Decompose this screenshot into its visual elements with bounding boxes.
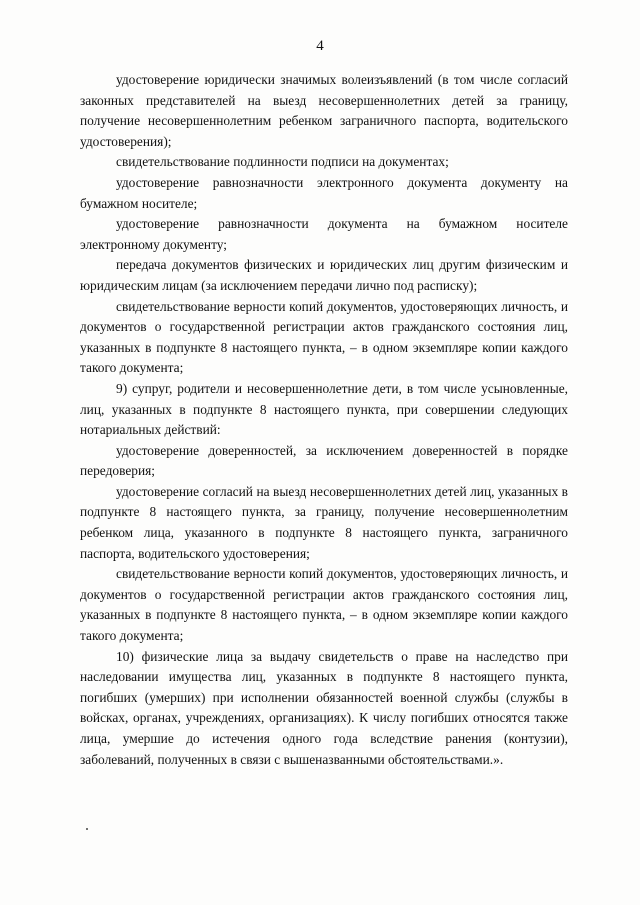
document-body bbox=[80, 70, 568, 770]
paragraph-travel-consent: удостоверение согласий на выезд несовершеннолетних детей лиц, указанных в подпункте 8 настоящего пункта, за границу, получение несовершеннолетним ребенком лица, указанного в подпункте 8 настоящего пункта, заграничного паспорта, водительского удостоверения; bbox=[80, 483, 568, 561]
paragraph-legal-will: удостоверение юридически значимых волеизъявлений (в том числе согласий законных представителей на выезд несовершеннолетних детей за границу, получение несовершеннолетним ребенком заграничного паспорта, водительского удостоверения); bbox=[80, 72, 568, 149]
paragraph-copy-certification: свидетельствование верности копий документов, удостоверяющих личность, и документов о государственной регистрации актов гражданского состояния лиц, указанных в подпункте 8 настоящего пункта, – в одном экземпляре копии каждого такого документа; bbox=[80, 298, 568, 376]
paragraph-document-transfer: передача документов физических и юридических лиц другим физическим и юридическим лицам (за исключением передачи лично под расписку); bbox=[80, 257, 568, 293]
paragraph-item-10: 10) физические лица за выдачу свидетельств о праве на наследство при наследовании имущества лиц, указанных в подпункте 8 настоящего пункта, погибших (умерших) при исполнении обязанностей военной службы (службы в войсках, органах, учреждениях, организациях). К числу погибших относятся также лица, умершие до истечения одного года вследствие ранения (контузии), заболеваний, полученных в связи с вышеназванными обстоятельствами.». bbox=[80, 648, 568, 767]
paragraph-paper-to-electronic: удостоверение равнозначности документа на бумажном носителе электронному документу; bbox=[80, 216, 568, 252]
paragraph-item-9: 9) супруг, родители и несовершеннолетние дети, в том числе усыновленные, лиц, указанных в подпункте 8 настоящего пункта, при совершении следующих нотариальных действий: bbox=[80, 380, 568, 438]
paragraph-power-of-attorney: удостоверение доверенностей, за исключением доверенностей в порядке передоверия; bbox=[80, 442, 568, 479]
paragraph-electronic-to-paper: удостоверение равнозначности электронного документа документу на бумажном носителе; bbox=[80, 174, 568, 211]
page-number: 4 bbox=[316, 38, 324, 54]
scan-dot-mark bbox=[86, 828, 88, 830]
paragraph-copy-certification-2: свидетельствование верности копий документов, удостоверяющих личность, и документов о государственной регистрации актов гражданского состояния лиц, указанных в подпункте 8 настоящего пункта, – в одном экземпляре копии каждого такого документа; bbox=[80, 566, 568, 644]
paragraph-signature-authenticity: свидетельствование подлинности подписи на документах; bbox=[116, 154, 449, 170]
